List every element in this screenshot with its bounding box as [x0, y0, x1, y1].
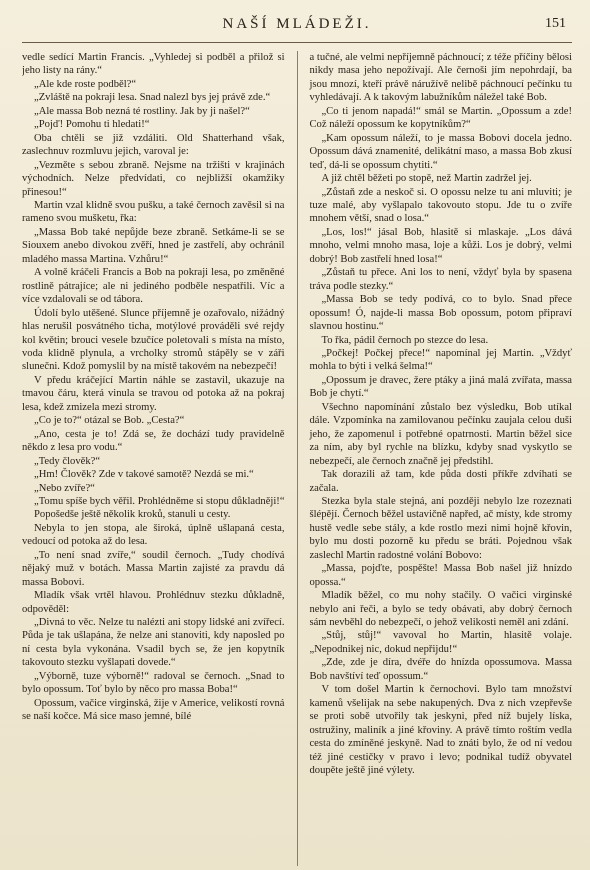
paragraph: „Počkej! Počkej přece!“ napomínal jej Martin. „Vždyť mohla to býti i velká šelma!“ — [309, 347, 572, 373]
paragraph: „Pojď! Pomohu ti hledati!“ — [34, 119, 150, 131]
paragraph: Martin vzal klidně svou pušku, a také černoch zavěsil si na rameno svou mušketu, řka: — [22, 199, 285, 225]
page-number: 151 — [545, 16, 566, 31]
paragraph: Všechno napomínání zůstalo bez výsledku, Bob utíkal dále. Vzpomínka na zamilovanou pečínku zaujala celou duši jeho, že zapomenul i potřebné opatrnosti. Martin běžel sice za ním, aby byl rychle na blízku, kdyby snad vyskytlo se nebezpečí, ale černoch značně jej předstihl. — [309, 401, 572, 467]
paragraph: „Zůstaň tu přece. Ani los to není, vždyť byla by spasena tráva podle stezky.“ — [309, 267, 572, 292]
paragraph: Údolí bylo utěšené. Slunce příjemně je ozařovalo, nižádný hlas nerušil posvátného ticha, motýlové prováděli své rejdy kol květin; brouci vesele bzučíce poletovali s místa na místo, voda klidně plynula, a vrcholky stromů stápěly se v záři slunečni. Kdož pomyslil by na místě takovém na nebezpečí! — [22, 307, 285, 373]
paragraph: „Kam opossum náleží, to je massa Bobovi docela jedno. Opossum dává znamenité, delikátní maso, a massa Bob zkusí teď, dá-li se opossum chytiti.“ — [309, 132, 572, 171]
paragraph: V předu kráčející Martin náhle se zastavil, ukazuje na tmavou čáru, která vinula se travou od potoka až na pokraj lesa, kdež zmizela mezi stromy. — [22, 374, 285, 413]
left-column — [22, 51, 285, 866]
paragraph: Stezka byla stale stejná, ani později nebylo lze rozeznati šlépějí. Černoch běžel ustavičně napřed, ač místy, kde stromy hustě vedle sebe stály, a kde rostlo mezi nimi hojně křovin, bylo mu dosti pozorně ku předu se bráti. Pojednou však zaslechl Martin radostné volání Bobovo: — [309, 495, 572, 561]
paragraph: „Massa, pojďte, pospěšte! Massa Bob našel již hnízdo opossa.“ — [309, 563, 572, 588]
paragraph: „Hm! Člověk? Zde v takové samotě? Nezdá se mi.“ — [34, 469, 254, 481]
paragraph: a tučné, ale velmi nepříjemně páchnoucí; z téže příčiny bělosi nikdy masa jeho nepožívají. Ale černoši jím nepohrdají, ba jsou mnozí, kteří právě náružívě nelibě páchnoucí pečínku tu vyhledávají. A k takovým labužníkům náležel také Bob. — [309, 52, 572, 104]
running-title: NAŠÍ MLÁDEŽI. — [222, 16, 372, 32]
paragraph: „Zde, zde je díra, dvéře do hnízda opossumova. Massa Bob navštíví teď opossum.“ — [309, 657, 572, 682]
paragraph: „Los, los!“ jásal Bob, hlasitě si mlaskaje. „Los dává mnoho, velmi mnoho masa, loje a kůži. Los je dobrý, velmi dobrý! Bob zastřelí hned losa!“ — [309, 226, 572, 265]
header-rule — [22, 42, 572, 43]
paragraph: V tom došel Martin k černochovi. Bylo tam množství kamenů všelijak na sebe nakupených. Dva z nich vzepřevše se proti sobě utvořily tak jeskyni, před níž bujely líska, ostružiny, maliník a jiné křoviny. A právě tímto roštím vedla cesta do zmíněné jeskyně. Nad to znáti bylo, že od ní vedou též jiné cestičky v pravo i levo; podnikal tudíž obyvatel doupěte ještě jiné výlety. — [309, 684, 572, 777]
paragraph: „Co je to?“ otázal se Bob. „Cesta?“ — [34, 415, 185, 427]
paragraph: „Nebo zvíře?“ — [34, 482, 95, 494]
paragraph: Oba chtěli se již vzdáliti. Old Shatterhand však, zaslechnuv rozmluvu jejich, varoval je: — [22, 132, 285, 158]
paragraph: Mladík běžel, co mu nohy stačily. O vačici virginské nebylo ani řeči, a bylo se tedy obávati, aby dobrý černoch sám nevběhl do nebezpečí, o jehož velikosti neměl ani zdání. — [309, 590, 572, 629]
paragraph: A již chtěl běžeti po stopě, než Martin zadržel jej. — [321, 173, 532, 185]
paragraph: „Výborně, tuze výborně!“ radoval se černoch. „Snad to bylo opossum. Toť bylo by něco pro massa Boba!“ — [22, 670, 285, 696]
paragraph: „Massa Bob také nepůjde beze zbraně. Setkáme-li se se Siouxem anebo divokou zvěří, hned je zastřelí, aby ochránil mladého massa Martina. Vzhůru!“ — [22, 226, 285, 265]
paragraph: „Ale massa Bob nezná té rostliny. Jak by ji našel?“ — [34, 105, 250, 117]
paragraph: „Ano, cesta je to! Zdá se, že dochází tudy pravidelně někdo z lesa pro vodu.“ — [22, 428, 285, 454]
paragraph: A volně kráčeli Francis a Bob na pokraji lesa, po změněné rostlině pátrajíce; ale ni jediného podběle nespatřili. Víc a více vzdalovali se od tábora. — [22, 267, 285, 306]
paragraph: Tak dorazili až tam, kde půda dosti příkře zdvíhati se začala. — [309, 469, 572, 494]
paragraph: Popošedše ještě několik kroků, stanuli u cesty. — [34, 509, 231, 521]
paragraph: Mladík však vrtěl hlavou. Prohlédnuv stezku důkladně, odpověděl: — [22, 590, 285, 615]
paragraph: „Tomu spíše bych věřil. Prohlédněme si stopu důkladněji!“ — [34, 495, 285, 507]
column-divider — [297, 51, 298, 866]
paragraph: „To není snad zvíře,“ soudil černoch. „Tudy chodívá nějaký muž v botách. Massa Martin zajisté za pravdu dá massa Bobovi. — [22, 549, 285, 588]
paragraph: „Tedy člověk?“ — [34, 455, 101, 467]
page-header — [22, 12, 572, 38]
paragraph: To řka, pádil černoch po stezce do lesa. — [321, 334, 489, 346]
paragraph: „Co ti jenom napadá!“ smál se Martin. „Opossum a zde! Což náleží opossum ke kopytníkům?“ — [309, 105, 572, 131]
paragraph: Opossum, vačice virginská, žije v Americe, velikostí rovná se naší kočce. Má sice maso jemné, bílé — [22, 697, 285, 723]
right-column — [309, 51, 572, 866]
paragraph: „Opossum je dravec, žere ptáky a jiná malá zvířata, massa Bob je chytí.“ — [309, 374, 572, 400]
paragraph: „Vezměte s sebou zbraně. Nejsme na tržišti v krajinách východních. Nelze předvídati, co nejbližší okamžiky přinesou!“ — [22, 159, 285, 198]
paragraph: „Ale kde roste podběl?“ — [34, 78, 137, 90]
paragraph: „Massa Bob se tedy podívá, co to bylo. Snad přece opossum! Ó, najde-li massa Bob opossum, potom připraví slavnou hostinu.“ — [309, 294, 572, 333]
paragraph: „Divná to věc. Nelze tu nalézti ani stopy lidské ani zvířecí. Půda je tak ušlapána, že nelze ani stanoviti, kdy naposled po ní cesta byla vykonána. Vsadil bych se, že jen kopytník takovouto stezku vyšlapati dovede.“ — [22, 617, 285, 669]
paragraph: Nebyla to jen stopa, ale široká, úplně ušlapaná cesta, vedoucí od potoka až do lesa. — [22, 522, 285, 548]
paragraph: vedle sedící Martin Francis. „Vyhledej si podběl a přilož si jeho listy na rány.“ — [22, 52, 285, 77]
paragraph: „Stůj, stůj!“ vavoval ho Martin, hlasitě volaje. „Nepodnikej nic, dokud nepřijdu!“ — [309, 630, 572, 655]
paragraph: „Zůstaň zde a neskoč si. O opossu nelze tu ani mluviti; je tuze malé, aby vyšlapalo takovouto stopu. Jde tu o zvíře mnohem větší, snad o losa.“ — [309, 186, 572, 225]
text-columns — [22, 51, 572, 866]
paragraph: „Zvláště na pokraji lesa. Snad nalezl bys jej právě zde.“ — [34, 92, 271, 104]
